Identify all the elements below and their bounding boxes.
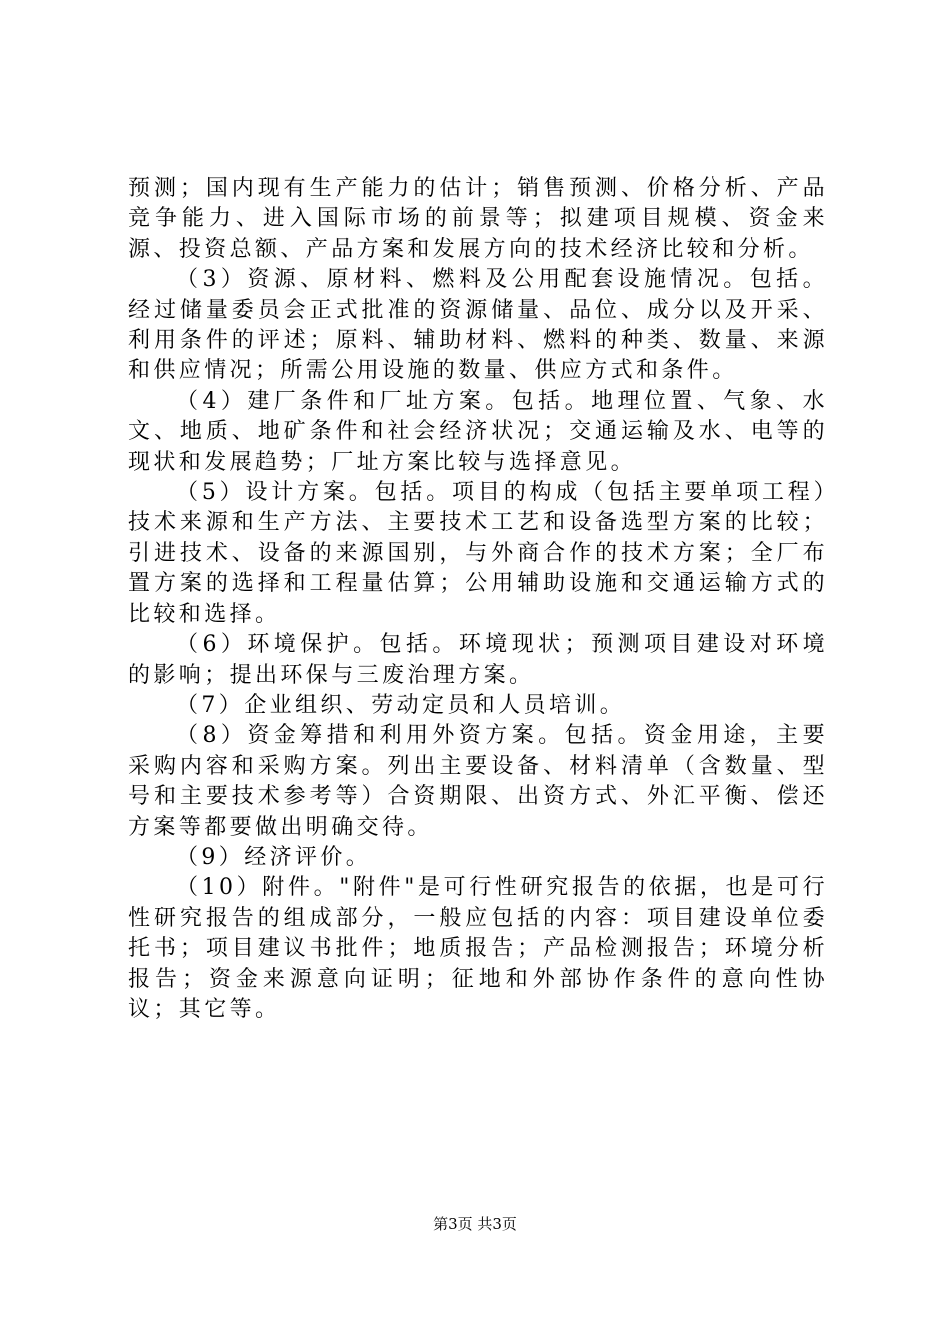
paragraph-item-9: （9）经济评价。 [176,844,372,870]
paragraph-item-7: （7）企业组织、劳动定员和人员培训。 [176,692,626,718]
paragraph-item-3: （3）资源、原材料、燃料及公用配套设施情况。包括。经过储量委员会正式批准的资源储量、品位、成分以及开采、利用条件的评述；原料、辅助材料、燃料的种类、数量、来源和供应情况；所需公用设施的数量、供应方式和条件。 [128,267,828,384]
paragraph-item-6: （6）环境保护。包括。环境现状；预测项目建设对环境的影响；提出环保与三废治理方案。 [128,632,828,688]
page-number-footer: 第3页 共3页 [433,1215,517,1233]
paragraph-item-5: （5）设计方案。包括。项目的构成（包括主要单项工程）技术来源和生产方法、主要技术工艺和设备选型方案的比较；引进技术、设备的来源国别，与外商合作的技术方案；全厂布置方案的选择和工程量估算；公用辅助设施和交通运输方式的比较和选择。 [128,480,828,627]
document-body [128,174,828,1025]
paragraph-continuation: 预测；国内现有生产能力的估计；销售预测、价格分析、产品竞争能力、进入国际市场的前景等；拟建项目规模、资金来源、投资总额、产品方案和发展方向的技术经济比较和分析。 [128,176,828,262]
paragraph-item-10: （10）附件。"附件"是可行性研究报告的依据，也是可行性研究报告的组成部分，一般应包括的内容：项目建设单位委托书；项目建议书批件；地质报告；产品检测报告；环境分析报告；资金来源意向证明；征地和外部协作条件的意向性协议；其它等。 [128,875,828,1022]
paragraph-item-4: （4）建厂条件和厂址方案。包括。地理位置、气象、水文、地质、地矿条件和社会经济状况；交通运输及水、电等的现状和发展趋势；厂址方案比较与选择意见。 [128,388,828,475]
paragraph-item-8: （8）资金筹措和利用外资方案。包括。资金用途，主要采购内容和采购方案。列出主要设备、材料清单（含数量、型号和主要技术参考等）合资期限、出资方式、外汇平衡、偿还方案等都要做出明确交待。 [128,723,828,840]
